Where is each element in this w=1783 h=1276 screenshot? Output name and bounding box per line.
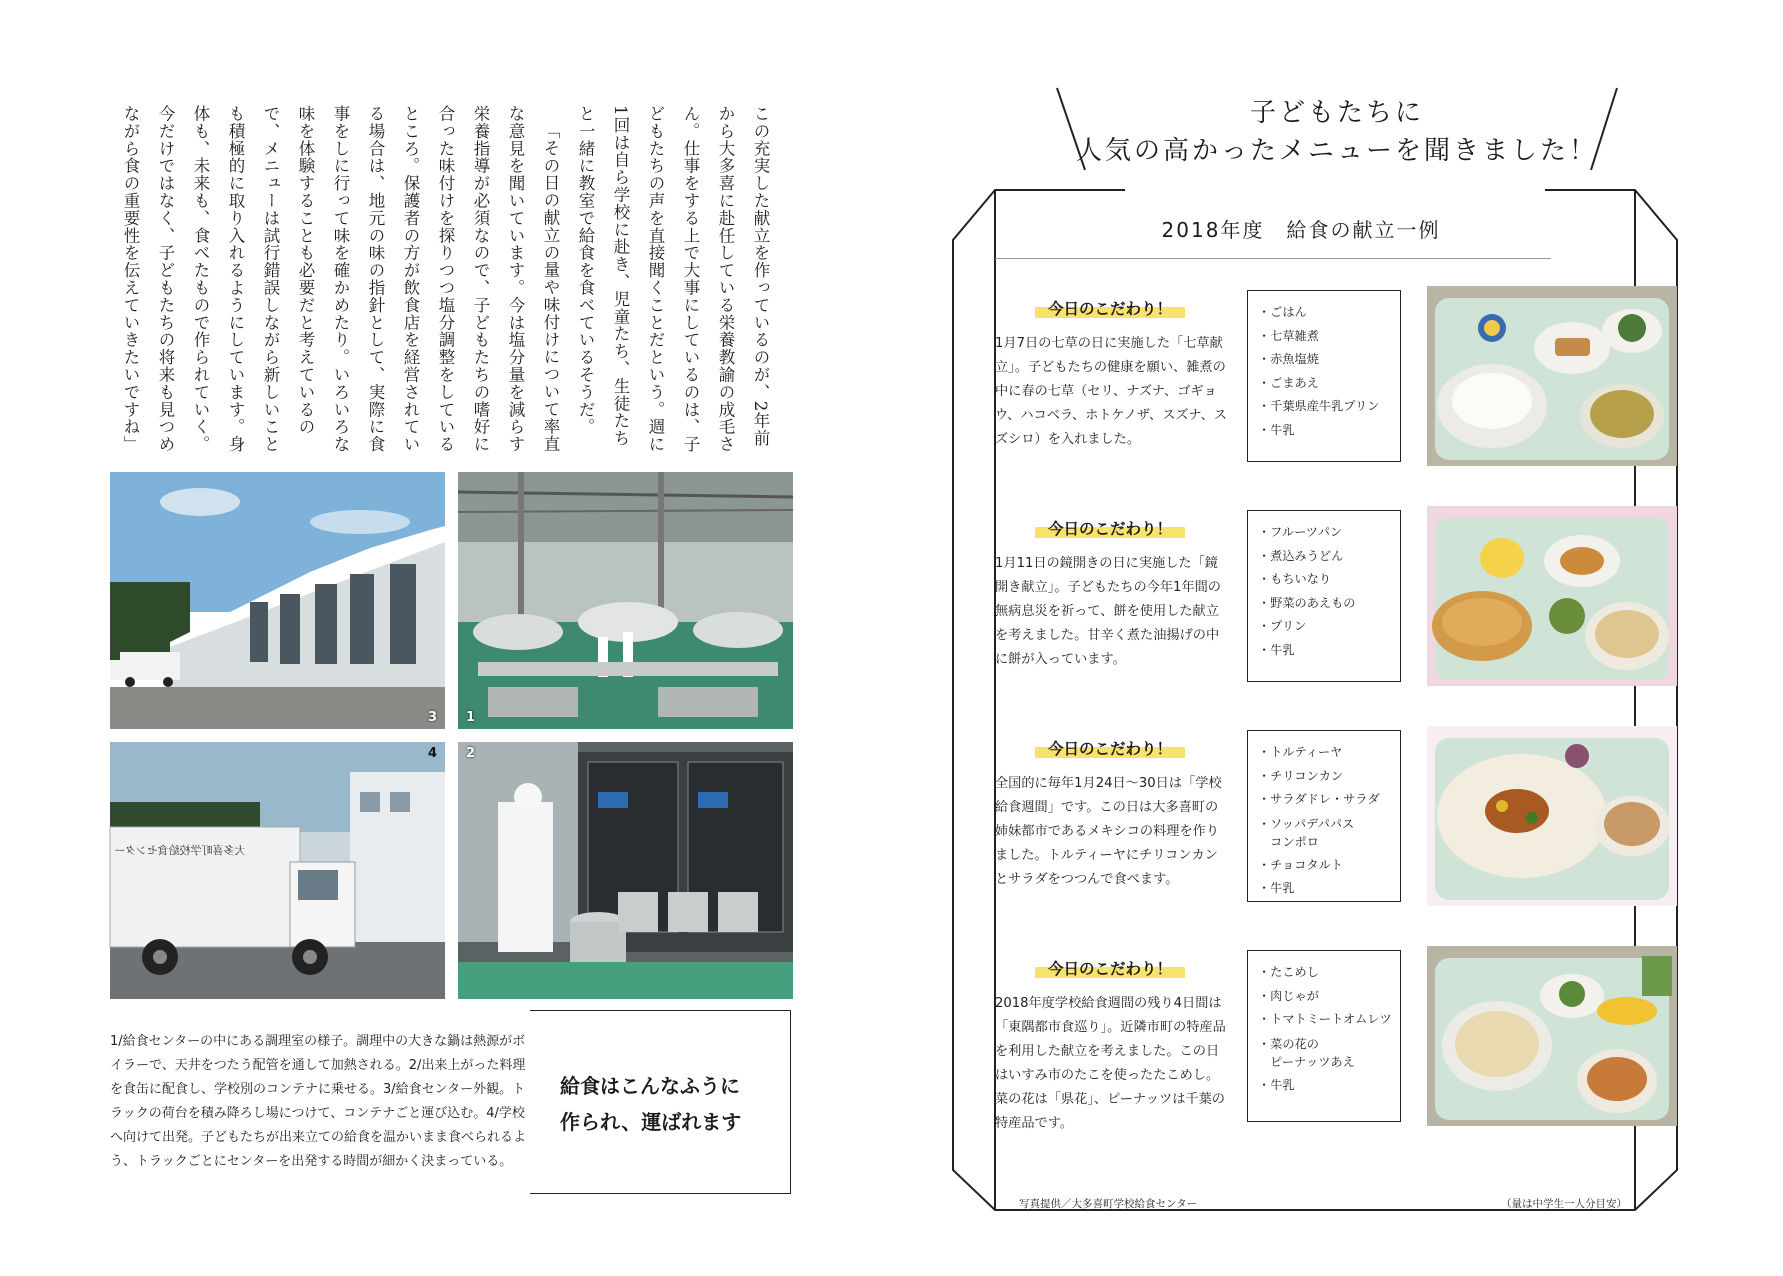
portion-note: （量は中学生一人分目安） (1501, 1198, 1627, 1210)
photo-center-exterior (110, 472, 445, 729)
vertical-body-text (121, 105, 778, 457)
body-paragraph-2: 「その日の献立の量や味付けについて率直な意見を聞いています。今は塩分量を減らす栄養指導が必須なので、子どもたちの嗜好に合った味付けを探りつつ塩分調整をしているところ。保護者の方が飲食店を経営されている場合は、地元の味の指針として、実際に食事をしに行って味を確かめたり。いろいろな味を体験することも必要だと考えているので、メニューは試行錯誤しながら新しいことも積極的に取り入れるようにしています。身体も、未来も、食べたもので作られていく。今だけではなく、子どもたちの将来も見つめながら食の重要性を伝えていきたいですね」 (121, 105, 560, 453)
meal-photo (1427, 946, 1677, 1126)
photo-number: 2 (466, 746, 476, 761)
photo-delivery-truck (110, 742, 445, 999)
menu-item: ・七草雑煮 (1258, 328, 1319, 343)
menu-item: ・千葉県産牛乳プリン (1258, 399, 1380, 413)
menu-item: ・たこめし (1258, 965, 1319, 979)
headline-line-1: 給食はこんなふうに (560, 1074, 740, 1098)
highlight-badge: 今日のこだわり！ (1035, 518, 1185, 540)
menu-item: ・野菜のあえもの (1258, 595, 1356, 610)
menu-entry (995, 738, 1735, 918)
photo-container-loading (458, 742, 793, 999)
photo-credit: 写真提供／大多喜町学校給食センター (1019, 1198, 1198, 1210)
menu-list-box (1247, 290, 1401, 462)
photo-caption: 1/給食センターの中にある調理室の様子。調理中の大きな鍋は熱源がボイラーで、天井をつたう配管を通して加熱される。2/出来上がった料理を食缶に配食し、学校別のコンテナに乗せる。3/給食センター外観。トラックの荷台を積み降ろし場につけて、コンテナごと運び込む。4/学校へ向けて出発。子どもたちが出来立ての給食を温かいまま食べられるよう、トラックごとにセンターを出発する時間が細かく決まっている。 (110, 1034, 527, 1169)
headline-line-2: 作られ、運ばれます (560, 1110, 742, 1134)
body-paragraph-1: この充実した献立を作っているのが、2年前から大多喜に赴任している栄養教諭の成毛さん。仕事をする上で大事にしているのは、子どもたちの声を直接聞くことだという。週に1回は自ら学校に赴き、児童たち、生徒たちと一緒に教室で給食を食べているそうだ。 (576, 105, 770, 453)
photo-number: 4 (427, 746, 437, 761)
menu-item: ・ソッパデパパス コンポロ (1258, 816, 1355, 849)
section-title: 2018年度 給食の献立一例 (1161, 218, 1441, 242)
menu-item: ・ごまあえ (1258, 375, 1319, 390)
menu-list-box (1247, 950, 1401, 1122)
title-line-2: 人気の高かったメニューを聞きました！ (1075, 136, 1598, 166)
meal-photo (1427, 286, 1677, 466)
menu-entry (995, 518, 1735, 698)
menu-item: ・赤魚塩焼 (1258, 352, 1319, 366)
menu-item: ・サラダドレ・サラダ (1258, 792, 1380, 806)
left-page (0, 0, 891, 1276)
menu-item: ・肉じゃが (1258, 988, 1319, 1003)
photo-number: 3 (427, 710, 437, 725)
highlight-badge: 今日のこだわり！ (1035, 958, 1185, 980)
menu-list-box (1247, 510, 1401, 682)
menu-item: ・牛乳 (1258, 1077, 1295, 1092)
menu-item: ・牛乳 (1258, 881, 1295, 895)
headline (560, 1068, 780, 1140)
menu-item: ・牛乳 (1258, 642, 1295, 657)
menu-item: ・プリン (1258, 619, 1307, 633)
menu-item: ・菜の花の ピーナッツあえ (1258, 1036, 1355, 1069)
menu-description: 1月11日の鏡開きの日に実施した「鏡開き献立」。子どもたちの今年1年間の無病息災を祈って、餅を使用した献立を考えました。甘辛く煮た油揚げの中に餅が入っています。 (995, 556, 1221, 667)
menu-item: ・ごはん (1258, 305, 1307, 319)
menu-item: ・チョコタルト (1258, 857, 1343, 872)
menu-list-box (1247, 730, 1401, 902)
meal-photo (1427, 506, 1677, 686)
menu-item: ・チリコンカン (1258, 768, 1344, 783)
menu-item: ・トルティーヤ (1258, 745, 1343, 759)
right-page (891, 0, 1783, 1276)
menu-item: ・牛乳 (1258, 422, 1295, 437)
menu-item: ・トマトミートオムレツ (1258, 1012, 1392, 1026)
menu-entry (995, 958, 1735, 1138)
highlight-badge: 今日のこだわり！ (1035, 738, 1185, 760)
menu-description: 1月7日の七草の日に実施した「七草献立」。子どもたちの健康を願い、雑煮の中に春の七草（セリ、ナズナ、ゴギョウ、ハコベラ、ホトケノザ、スズナ、スズシロ）を入れました。 (995, 336, 1227, 447)
photo-kitchen-interior (458, 472, 793, 729)
menu-item: ・フルーツパン (1258, 525, 1343, 539)
section-divider (995, 258, 1551, 259)
menu-item: ・煮込みうどん (1258, 548, 1344, 563)
menu-item: ・もちいなり (1258, 572, 1332, 586)
meal-photo (1427, 726, 1677, 906)
truck-sign: 大多喜町学校給食センター (114, 844, 246, 857)
menu-description: 全国的に毎年1月24日〜30日は「学校給食週間」です。この日は大多喜町の姉妹都市であるメキシコの料理を作りました。トルティーヤにチリコンカンとサラダをつつんで食べます。 (995, 776, 1222, 887)
title-line-1: 子どもたちに (1249, 98, 1424, 128)
photo-number: 1 (466, 710, 476, 725)
menu-entry (995, 298, 1735, 478)
highlight-badge: 今日のこだわり！ (1035, 298, 1185, 320)
menu-description: 2018年度学校給食週間の残り4日間は「東隅都市食巡り」。近隣市町の特産品を利用した献立を考えました。この日はいすみ市のたこを使ったたこめし。菜の花は「県花」、ピーナッツは千葉の特産品です。 (995, 996, 1226, 1131)
